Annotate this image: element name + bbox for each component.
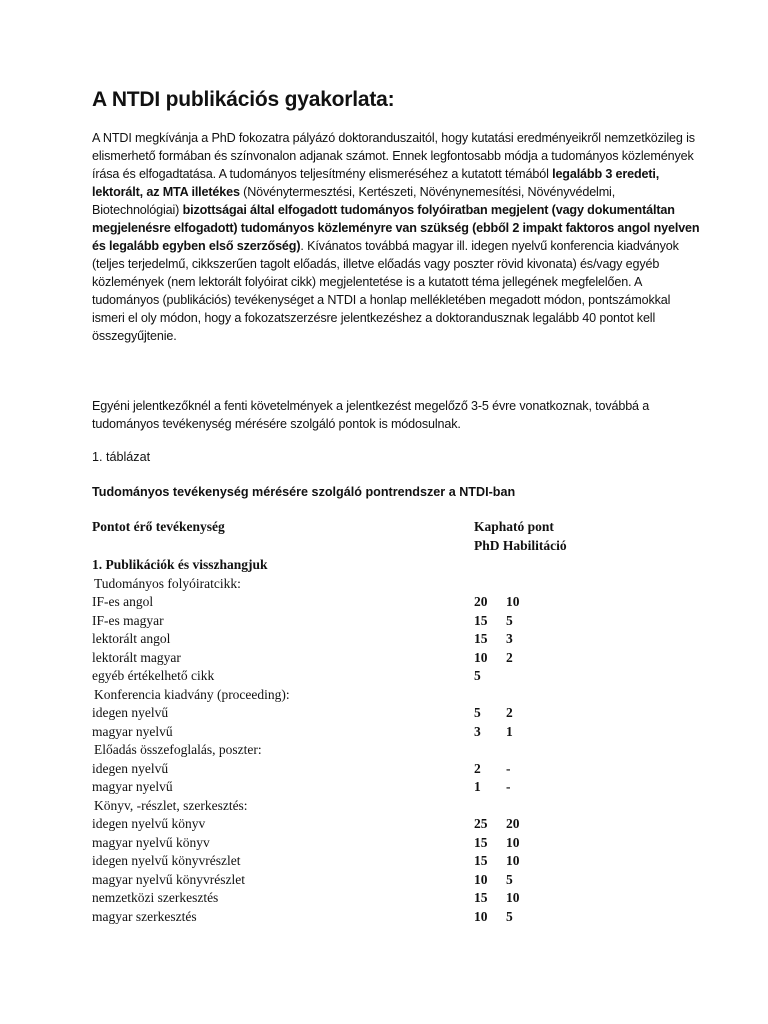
row-activity: lektorált angol <box>92 631 171 646</box>
table-row <box>92 889 692 908</box>
row-habilitation-points: 2 <box>506 649 513 665</box>
column-header-points: Kapható pont <box>474 519 554 534</box>
row-habilitation-points: 10 <box>506 853 520 868</box>
row-phd-points: 20 <box>474 594 488 609</box>
row-habilitation-points: 20 <box>506 816 520 831</box>
row-activity: magyar nyelvű <box>92 779 173 794</box>
table-row <box>92 723 692 742</box>
row-activity: Tudományos folyóiratcikk: <box>94 575 241 591</box>
table-row <box>92 908 692 927</box>
row-habilitation-points: 5 <box>506 908 513 924</box>
table-row <box>92 612 692 631</box>
row-activity: magyar nyelvű könyv <box>92 834 210 850</box>
paragraph-bold-text: bizottságai által elfogadott tudományos folyóiratban megjelent (vagy dokumentáltan megjelenésre elfogadott) tudományos közleményre van szükség (ebből 2 impakt faktoros angol nyelven és legalább egyben első szerzőség) <box>92 203 700 253</box>
row-phd-points: 15 <box>474 612 488 628</box>
table-title: Tudományos tevékenység mérésére szolgáló pontrendszer a NTDI-ban <box>92 485 516 499</box>
row-activity: magyar nyelvű könyvrészlet <box>92 871 245 887</box>
row-activity: magyar szerkesztés <box>92 908 197 924</box>
row-phd-points: 15 <box>474 631 488 646</box>
row-activity: magyar nyelvű <box>92 723 173 739</box>
table-label: 1. táblázat <box>92 450 151 464</box>
row-activity: egyéb értékelhető cikk <box>92 668 215 683</box>
row-phd-points: 10 <box>474 649 488 665</box>
table-row <box>92 815 692 834</box>
row-phd-points: 1 <box>474 779 481 794</box>
row-activity: 1. Publikációk és visszhangjuk <box>92 557 268 572</box>
table-row <box>92 760 692 779</box>
table-row <box>92 575 692 594</box>
row-activity: idegen nyelvű <box>92 760 169 776</box>
row-habilitation-points: 1 <box>506 723 513 739</box>
row-habilitation-points: - <box>506 779 511 794</box>
table-row <box>92 871 692 890</box>
row-habilitation-points: - <box>506 760 511 776</box>
row-phd-points: 5 <box>474 705 481 720</box>
row-phd-points: 25 <box>474 816 488 831</box>
row-phd-points: 10 <box>474 871 488 887</box>
row-habilitation-points: 5 <box>506 612 513 628</box>
row-habilitation-points: 3 <box>506 631 513 646</box>
table-row <box>92 649 692 668</box>
row-phd-points: 3 <box>474 723 481 739</box>
table-row <box>92 741 692 760</box>
column-header-activity: Pontot érő tevékenység <box>92 519 225 534</box>
paragraph-text: A NTDI megkívánja a PhD fokozatra pályázó doktoranduszaitól, hogy kutatási eredményeikről nemzetközileg is elismerhető formában és színvonalon adjanak számot. Ennek legfontosabb módja a tudományos közlemények írása és elfogadtatása. A tudományos teljesítmény elismeréséhez a kutatott témából <box>92 131 695 181</box>
points-table <box>92 556 692 926</box>
row-activity: Könyv, -részlet, szerkesztés: <box>94 797 248 813</box>
row-habilitation-points: 5 <box>506 871 513 887</box>
row-phd-points: 15 <box>474 834 488 850</box>
table-row <box>92 797 692 816</box>
row-phd-points: 15 <box>474 890 488 905</box>
row-habilitation-points: 10 <box>506 594 520 609</box>
row-activity: nemzetközi szerkesztés <box>92 890 219 905</box>
row-activity: IF-es angol <box>92 594 154 609</box>
table-row <box>92 667 692 686</box>
table-row <box>92 852 692 871</box>
row-phd-points: 5 <box>474 668 481 683</box>
table-row <box>92 686 692 705</box>
row-activity: idegen nyelvű könyv <box>92 816 206 831</box>
paragraph-bold-text: legalább 3 eredeti, lektorált, az MTA illetékes <box>92 167 660 199</box>
row-habilitation-points: 2 <box>506 705 513 720</box>
paragraph-text: . Kívánatos továbbá magyar ill. idegen nyelvű konferencia kiadványok (teljes terjedelmű, cikkszerűen tagolt előadás, illetve előadás vagy poszter rövid kivonata) és/vagy egyéb közlemények (nem lektorált folyóirat cikk) megjelentetése is a kutatott téma jellegének megfelelően. A tudományos (publikációs) tevékenységet a NTDI a honlap mellékletében megadott módon, pontszámokkal ismeri el oly módon, hogy a fokozatszerzésre jelentkezéshez a doktorandusznak legalább 40 pontot kell összegyűjtenie. <box>92 239 679 343</box>
requirements-paragraph <box>92 129 702 345</box>
row-activity: idegen nyelvű <box>92 705 169 720</box>
row-phd-points: 2 <box>474 760 481 776</box>
table-row <box>92 834 692 853</box>
row-activity: IF-es magyar <box>92 612 164 628</box>
row-activity: Konferencia kiadvány (proceeding): <box>94 686 290 702</box>
table-row <box>92 778 692 797</box>
row-habilitation-points: 10 <box>506 890 520 905</box>
row-phd-points: 10 <box>474 908 488 924</box>
row-activity: idegen nyelvű könyvrészlet <box>92 853 241 868</box>
column-header-sub: PhD Habilitáció <box>474 538 567 553</box>
row-phd-points: 15 <box>474 853 488 868</box>
row-activity: lektorált magyar <box>92 649 181 665</box>
row-activity: Előadás összefoglalás, poszter: <box>94 742 262 757</box>
table-row <box>92 630 692 649</box>
table-row <box>92 556 692 575</box>
table-row <box>92 704 692 723</box>
individual-applicants-paragraph: Egyéni jelentkezőknél a fenti követelmények a jelentkezést megelőző 3-5 évre vonatkoznak, továbbá a tudományos tevékenység mérésére szolgáló pontok is módosulnak. <box>92 399 650 431</box>
row-habilitation-points: 10 <box>506 834 520 850</box>
table-row <box>92 593 692 612</box>
page-title: A NTDI publikációs gyakorlata: <box>92 88 395 111</box>
paragraph-text: (Növénytermesztési, Kertészeti, Növénynemesítési, Növényvédelmi, Biotechnológiai) <box>92 185 616 217</box>
